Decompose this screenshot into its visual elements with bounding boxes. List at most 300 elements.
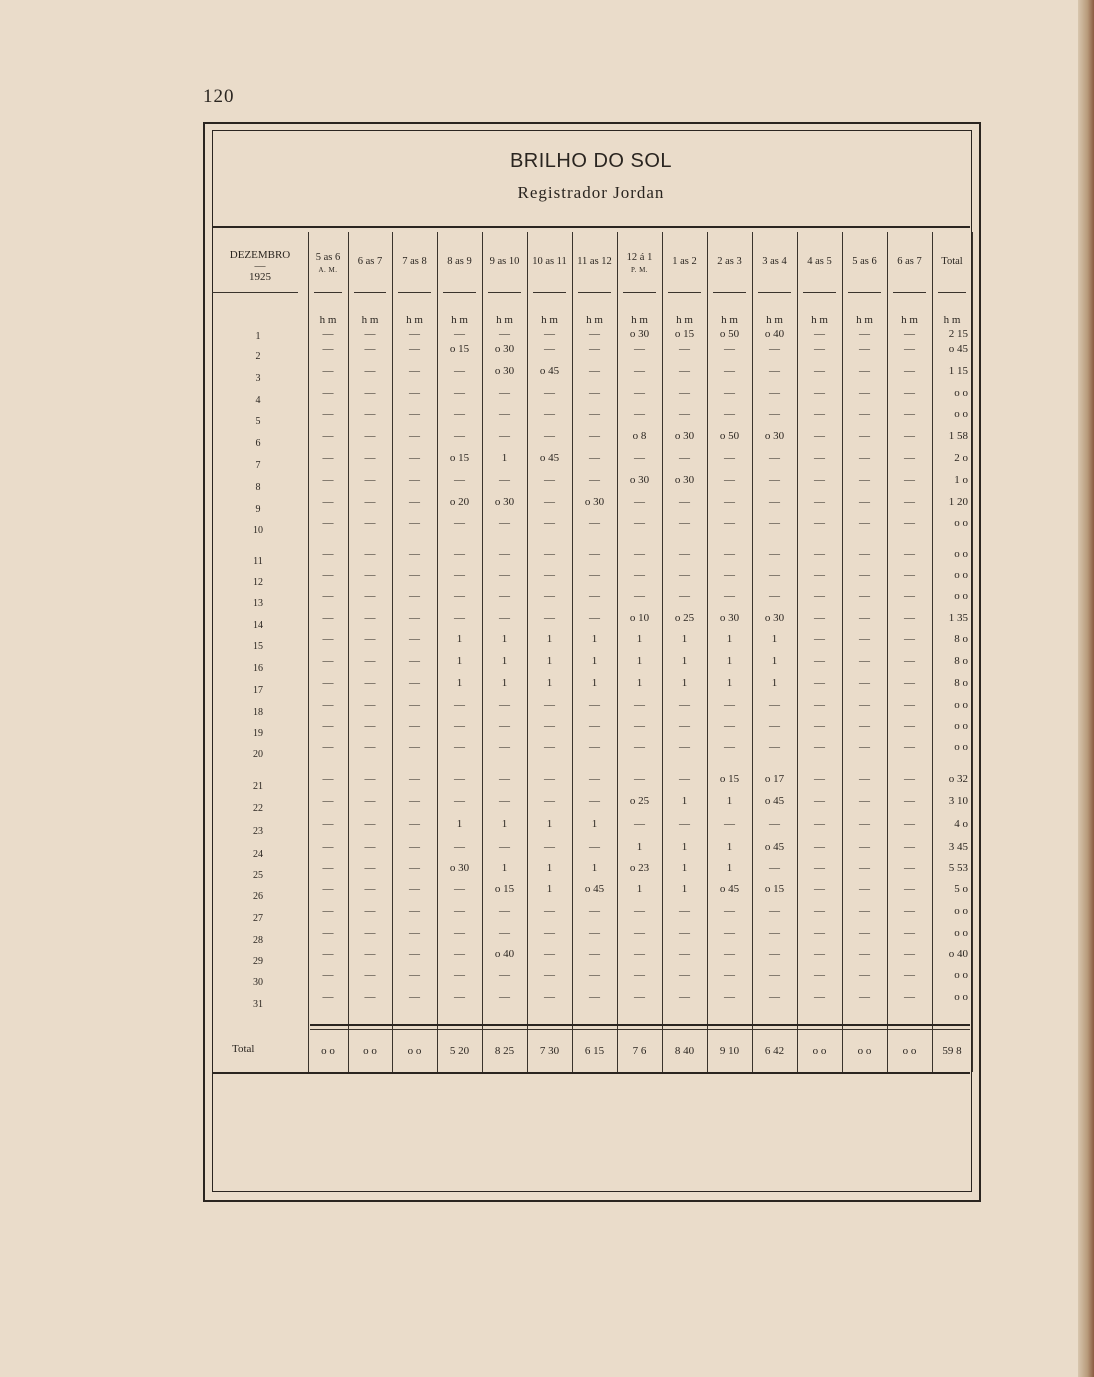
table-cell: —: [544, 612, 555, 624]
table-cell: —: [904, 720, 915, 732]
table-cell: o o: [954, 905, 968, 917]
table-cell: o 15: [449, 343, 470, 355]
table-cell: —: [544, 795, 555, 807]
table-cell: —: [409, 883, 420, 895]
table-cell: —: [322, 548, 334, 560]
table-cell: —: [454, 590, 465, 602]
table-cell: —: [859, 699, 870, 711]
month-year: 1925: [249, 271, 271, 283]
table-cell: 1: [501, 452, 508, 464]
table-cell: —: [589, 517, 600, 529]
table-cell: —: [814, 633, 825, 645]
table-cell: —: [409, 633, 420, 645]
table-cell: 8 o: [954, 633, 968, 645]
table-cell: —: [409, 862, 420, 874]
table-cell: —: [322, 948, 334, 960]
table-cell: —: [724, 569, 735, 581]
table-cell: —: [814, 862, 825, 874]
table-cell: —: [859, 795, 870, 807]
table-cell: —: [499, 741, 510, 753]
column-header-underline: [443, 292, 476, 293]
table-cell: —: [904, 590, 915, 602]
table-cell: —: [814, 343, 825, 355]
table-cell: —: [814, 720, 825, 732]
table-cell: —: [904, 452, 915, 464]
table-cell: —: [322, 517, 334, 529]
table-cell: 1: [726, 862, 733, 874]
table-cell: —: [679, 548, 690, 560]
table-cell: —: [454, 991, 465, 1003]
table-cell: —: [859, 905, 870, 917]
table-cell: 4 o: [954, 818, 968, 830]
table-cell: —: [409, 517, 420, 529]
table-cell: —: [364, 517, 376, 529]
table-cell: —: [409, 841, 420, 853]
table-subtitle: Registrador Jordan: [517, 183, 665, 202]
table-cell: —: [769, 991, 780, 1003]
table-cell: —: [769, 741, 780, 753]
table-cell: 1 20: [948, 496, 968, 508]
column-header-label: 4 as 5: [807, 256, 832, 267]
table-cell: —: [904, 612, 915, 624]
column-header: [932, 256, 972, 268]
table-cell: —: [544, 387, 555, 399]
table-cell: o 30: [674, 430, 695, 442]
column-rule: [662, 232, 663, 1072]
table-cell: —: [904, 496, 915, 508]
day-label: 27: [253, 913, 263, 924]
table-cell: o 25: [629, 795, 650, 807]
table-cell: —: [904, 741, 915, 753]
table-cell: —: [814, 818, 825, 830]
column-header-label: 5 as 6: [852, 256, 877, 267]
table-cell: —: [724, 818, 735, 830]
table-cell: —: [364, 720, 376, 732]
column-header-label: 6 as 7: [357, 256, 383, 267]
table-cell: —: [589, 590, 600, 602]
column-header: [572, 256, 617, 268]
table-cell: o 30: [494, 343, 515, 355]
table-cell: —: [679, 590, 690, 602]
table-cell: —: [859, 548, 870, 560]
table-cell: —: [814, 452, 825, 464]
table-bottom-rule: [212, 1072, 970, 1074]
column-header-label: 6 as 7: [897, 256, 922, 267]
table-cell: —: [409, 927, 420, 939]
table-cell: 1 58: [948, 430, 968, 442]
month-header-underline: [212, 292, 298, 293]
totals-cell: 6 42: [764, 1045, 785, 1057]
table-cell: —: [454, 741, 465, 753]
table-cell: —: [409, 452, 420, 464]
column-rule: [527, 232, 528, 1072]
table-cell: —: [859, 948, 870, 960]
unit-label: h m: [856, 314, 873, 326]
table-cell: —: [679, 773, 690, 785]
table-cell: —: [322, 452, 334, 464]
day-label: 3: [255, 373, 261, 384]
table-cell: —: [454, 408, 465, 420]
column-header-label: 5 as 6: [315, 252, 341, 263]
table-cell: —: [679, 969, 690, 981]
table-cell: 1: [591, 677, 598, 689]
table-cell: —: [544, 905, 555, 917]
table-cell: 1: [546, 883, 553, 895]
table-cell: —: [454, 841, 465, 853]
table-cell: 1: [681, 633, 688, 645]
table-cell: —: [634, 365, 645, 377]
table-cell: —: [859, 741, 870, 753]
table-cell: —: [589, 841, 600, 853]
column-header-underline: [578, 292, 611, 293]
table-cell: —: [769, 969, 780, 981]
month-dash: —: [254, 260, 266, 272]
table-cell: —: [454, 612, 465, 624]
table-cell: —: [499, 474, 510, 486]
column-header-underline: [758, 292, 791, 293]
unit-label: h m: [901, 314, 918, 326]
table-cell: —: [499, 927, 510, 939]
table-cell: —: [859, 862, 870, 874]
day-label: 5: [255, 416, 261, 427]
table-cell: —: [364, 548, 376, 560]
table-cell: —: [724, 452, 735, 464]
totals-cell: 9 10: [719, 1045, 740, 1057]
column-header-label: 2 as 3: [717, 256, 742, 267]
table-cell: —: [409, 991, 420, 1003]
table-cell: —: [634, 905, 645, 917]
table-cell: —: [679, 720, 690, 732]
table-cell: —: [364, 795, 376, 807]
table-cell: —: [409, 720, 420, 732]
table-cell: —: [589, 569, 600, 581]
column-header-label: 10 as 11: [532, 256, 567, 267]
table-cell: —: [724, 343, 735, 355]
table-cell: 8 o: [954, 655, 968, 667]
table-cell: o 45: [539, 365, 560, 377]
table-cell: —: [904, 795, 915, 807]
table-cell: —: [409, 655, 420, 667]
table-cell: —: [409, 612, 420, 624]
table-cell: —: [454, 883, 465, 895]
table-cell: —: [364, 883, 376, 895]
column-rule: [842, 232, 843, 1072]
table-cell: o 30: [629, 474, 650, 486]
table-cell: —: [544, 517, 555, 529]
table-cell: —: [769, 474, 780, 486]
day-label: 25: [253, 870, 263, 881]
day-label: 2: [255, 351, 261, 362]
table-cell: —: [589, 905, 600, 917]
unit-label: h m: [361, 314, 379, 326]
table-cell: 1: [636, 633, 643, 645]
table-cell: 1: [726, 677, 733, 689]
table-cell: —: [322, 720, 334, 732]
table-cell: —: [322, 862, 334, 874]
table-cell: 1: [771, 655, 778, 667]
day-label: 13: [253, 598, 263, 609]
table-cell: —: [409, 430, 420, 442]
table-cell: —: [322, 818, 334, 830]
column-rule: [887, 232, 888, 1072]
table-cell: —: [322, 655, 334, 667]
table-cell: —: [322, 408, 334, 420]
table-cell: 1: [501, 862, 508, 874]
column-header-underline: [354, 292, 386, 293]
table-cell: —: [544, 590, 555, 602]
column-header-label: 12 á 1: [626, 252, 653, 263]
column-rule: [752, 232, 753, 1072]
table-cell: —: [409, 343, 420, 355]
table-cell: —: [364, 969, 376, 981]
table-cell: —: [322, 795, 334, 807]
table-cell: —: [499, 430, 510, 442]
table-cell: —: [589, 795, 600, 807]
table-cell: —: [322, 328, 334, 340]
table-cell: —: [904, 548, 915, 560]
table-cell: —: [814, 590, 825, 602]
table-cell: —: [364, 841, 376, 853]
table-cell: —: [859, 343, 870, 355]
column-header-underline: [314, 292, 342, 293]
table-cell: —: [859, 655, 870, 667]
table-cell: —: [724, 720, 735, 732]
table-cell: —: [634, 773, 645, 785]
table-cell: —: [859, 569, 870, 581]
table-cell: —: [409, 948, 420, 960]
table-cell: 3 45: [948, 841, 968, 853]
table-cell: —: [454, 927, 465, 939]
table-cell: —: [904, 841, 915, 853]
table-cell: —: [769, 548, 780, 560]
table-cell: —: [409, 590, 420, 602]
table-cell: —: [499, 548, 510, 560]
table-cell: —: [814, 927, 825, 939]
table-cell: —: [769, 365, 780, 377]
table-cell: —: [904, 328, 915, 340]
table-cell: 1: [591, 862, 598, 874]
table-cell: 1: [546, 655, 553, 667]
totals-label: Total: [232, 1043, 255, 1055]
table-cell: o 32: [948, 773, 968, 785]
table-cell: —: [724, 365, 735, 377]
table-cell: —: [769, 517, 780, 529]
table-cell: 1: [681, 655, 688, 667]
table-cell: —: [904, 633, 915, 645]
column-header-underline: [668, 292, 701, 293]
table-cell: —: [409, 773, 420, 785]
table-cell: —: [454, 720, 465, 732]
table-cell: —: [859, 677, 870, 689]
table-cell: —: [499, 841, 510, 853]
table-cell: —: [364, 328, 376, 340]
table-cell: —: [499, 569, 510, 581]
table-cell: —: [724, 699, 735, 711]
column-header: [527, 256, 572, 268]
column-header-underline: [623, 292, 656, 293]
table-cell: o o: [954, 517, 968, 529]
table-cell: —: [322, 699, 334, 711]
table-cell: —: [904, 905, 915, 917]
table-cell: —: [499, 699, 510, 711]
totals-cell: o o: [812, 1045, 827, 1057]
table-cell: —: [409, 548, 420, 560]
table-cell: —: [544, 548, 555, 560]
table-cell: —: [364, 633, 376, 645]
table-cell: 1: [681, 862, 688, 874]
table-cell: —: [544, 408, 555, 420]
table-cell: —: [724, 387, 735, 399]
table-cell: —: [904, 969, 915, 981]
table-cell: —: [679, 905, 690, 917]
table-cell: 1: [501, 677, 508, 689]
table-cell: —: [322, 991, 334, 1003]
column-header: [797, 256, 842, 268]
table-cell: —: [859, 773, 870, 785]
table-cell: —: [454, 795, 465, 807]
table-cell: —: [589, 969, 600, 981]
column-rule: [308, 232, 309, 1072]
table-cell: o 30: [449, 862, 470, 874]
table-cell: —: [859, 496, 870, 508]
table-cell: —: [322, 969, 334, 981]
table-cell: 5 o: [954, 883, 968, 895]
day-label: 6: [255, 438, 261, 449]
table-cell: —: [634, 548, 645, 560]
table-cell: —: [769, 590, 780, 602]
table-cell: —: [544, 927, 555, 939]
table-cell: —: [679, 343, 690, 355]
column-header-underline: [488, 292, 521, 293]
table-cell: —: [634, 818, 645, 830]
table-cell: —: [544, 741, 555, 753]
table-cell: —: [859, 590, 870, 602]
table-cell: o 15: [494, 883, 515, 895]
totals-cell: o o: [857, 1045, 872, 1057]
table-cell: —: [634, 720, 645, 732]
table-cell: —: [364, 655, 376, 667]
day-label: 23: [253, 826, 263, 837]
table-cell: —: [814, 991, 825, 1003]
day-label: 4: [255, 395, 261, 406]
table-cell: o 30: [719, 612, 740, 624]
table-cell: o 23: [629, 862, 650, 874]
table-cell: —: [634, 741, 645, 753]
column-header-label: 1 as 2: [672, 256, 697, 267]
table-cell: —: [589, 365, 600, 377]
column-header-sublabel: P. M.: [630, 266, 649, 274]
column-header-label: 8 as 9: [447, 256, 472, 267]
table-cell: —: [904, 430, 915, 442]
day-label: 12: [253, 577, 263, 588]
table-cell: 1: [456, 655, 463, 667]
table-cell: —: [499, 408, 510, 420]
table-cell: —: [589, 408, 600, 420]
column-header: [437, 256, 482, 268]
totals-separator: [310, 1024, 970, 1026]
column-header: [887, 256, 932, 268]
table-cell: —: [814, 612, 825, 624]
table-cell: —: [589, 612, 600, 624]
table-cell: —: [409, 699, 420, 711]
table-cell: —: [724, 991, 735, 1003]
table-cell: —: [454, 517, 465, 529]
table-cell: o 50: [719, 430, 740, 442]
table-cell: 1: [456, 818, 463, 830]
table-cell: —: [322, 496, 334, 508]
table-cell: 1: [501, 818, 508, 830]
table-cell: —: [409, 569, 420, 581]
totals-cell: 7 30: [539, 1045, 560, 1057]
table-cell: —: [679, 365, 690, 377]
table-cell: —: [499, 720, 510, 732]
table-cell: —: [814, 677, 825, 689]
column-rule: [797, 232, 798, 1072]
table-cell: —: [859, 365, 870, 377]
day-label: 31: [253, 999, 263, 1010]
table-cell: —: [409, 905, 420, 917]
table-cell: —: [589, 452, 600, 464]
table-cell: 1: [726, 841, 733, 853]
table-cell: —: [904, 883, 915, 895]
table-cell: —: [322, 633, 334, 645]
unit-label: h m: [319, 314, 337, 326]
day-label: 19: [253, 728, 263, 739]
table-cell: —: [322, 773, 334, 785]
table-cell: —: [724, 474, 735, 486]
column-header: [482, 256, 527, 268]
table-cell: —: [859, 328, 870, 340]
table-cell: —: [859, 408, 870, 420]
column-rule: [617, 232, 618, 1072]
table-cell: —: [364, 430, 376, 442]
table-cell: 1: [726, 633, 733, 645]
table-cell: —: [769, 343, 780, 355]
column-header-label: 11 as 12: [577, 256, 612, 267]
column-rule: [707, 232, 708, 1072]
table-cell: 1: [546, 818, 553, 830]
table-cell: —: [589, 548, 600, 560]
unit-label: h m: [721, 314, 738, 326]
table-cell: —: [322, 841, 334, 853]
table-cell: —: [544, 430, 555, 442]
table-cell: —: [814, 841, 825, 853]
table-cell: —: [322, 741, 334, 753]
table-cell: —: [364, 818, 376, 830]
table-cell: 1: [546, 633, 553, 645]
table-cell: o 40: [494, 948, 515, 960]
totals-cell: 59 8: [942, 1045, 962, 1057]
table-cell: —: [859, 818, 870, 830]
table-cell: —: [544, 474, 555, 486]
table-cell: —: [904, 948, 915, 960]
table-cell: —: [454, 328, 465, 340]
totals-cell: o o: [363, 1045, 377, 1057]
totals-cell: o o: [321, 1045, 335, 1057]
table-cell: —: [364, 452, 376, 464]
table-cell: —: [859, 517, 870, 529]
table-cell: 1: [591, 633, 598, 645]
table-cell: o 30: [764, 612, 785, 624]
table-cell: —: [364, 496, 376, 508]
table-cell: —: [454, 430, 465, 442]
table-cell: —: [634, 948, 645, 960]
table-cell: —: [859, 474, 870, 486]
table-cell: —: [364, 948, 376, 960]
table-cell: o 40: [948, 948, 968, 960]
table-cell: —: [634, 387, 645, 399]
table-cell: —: [364, 862, 376, 874]
